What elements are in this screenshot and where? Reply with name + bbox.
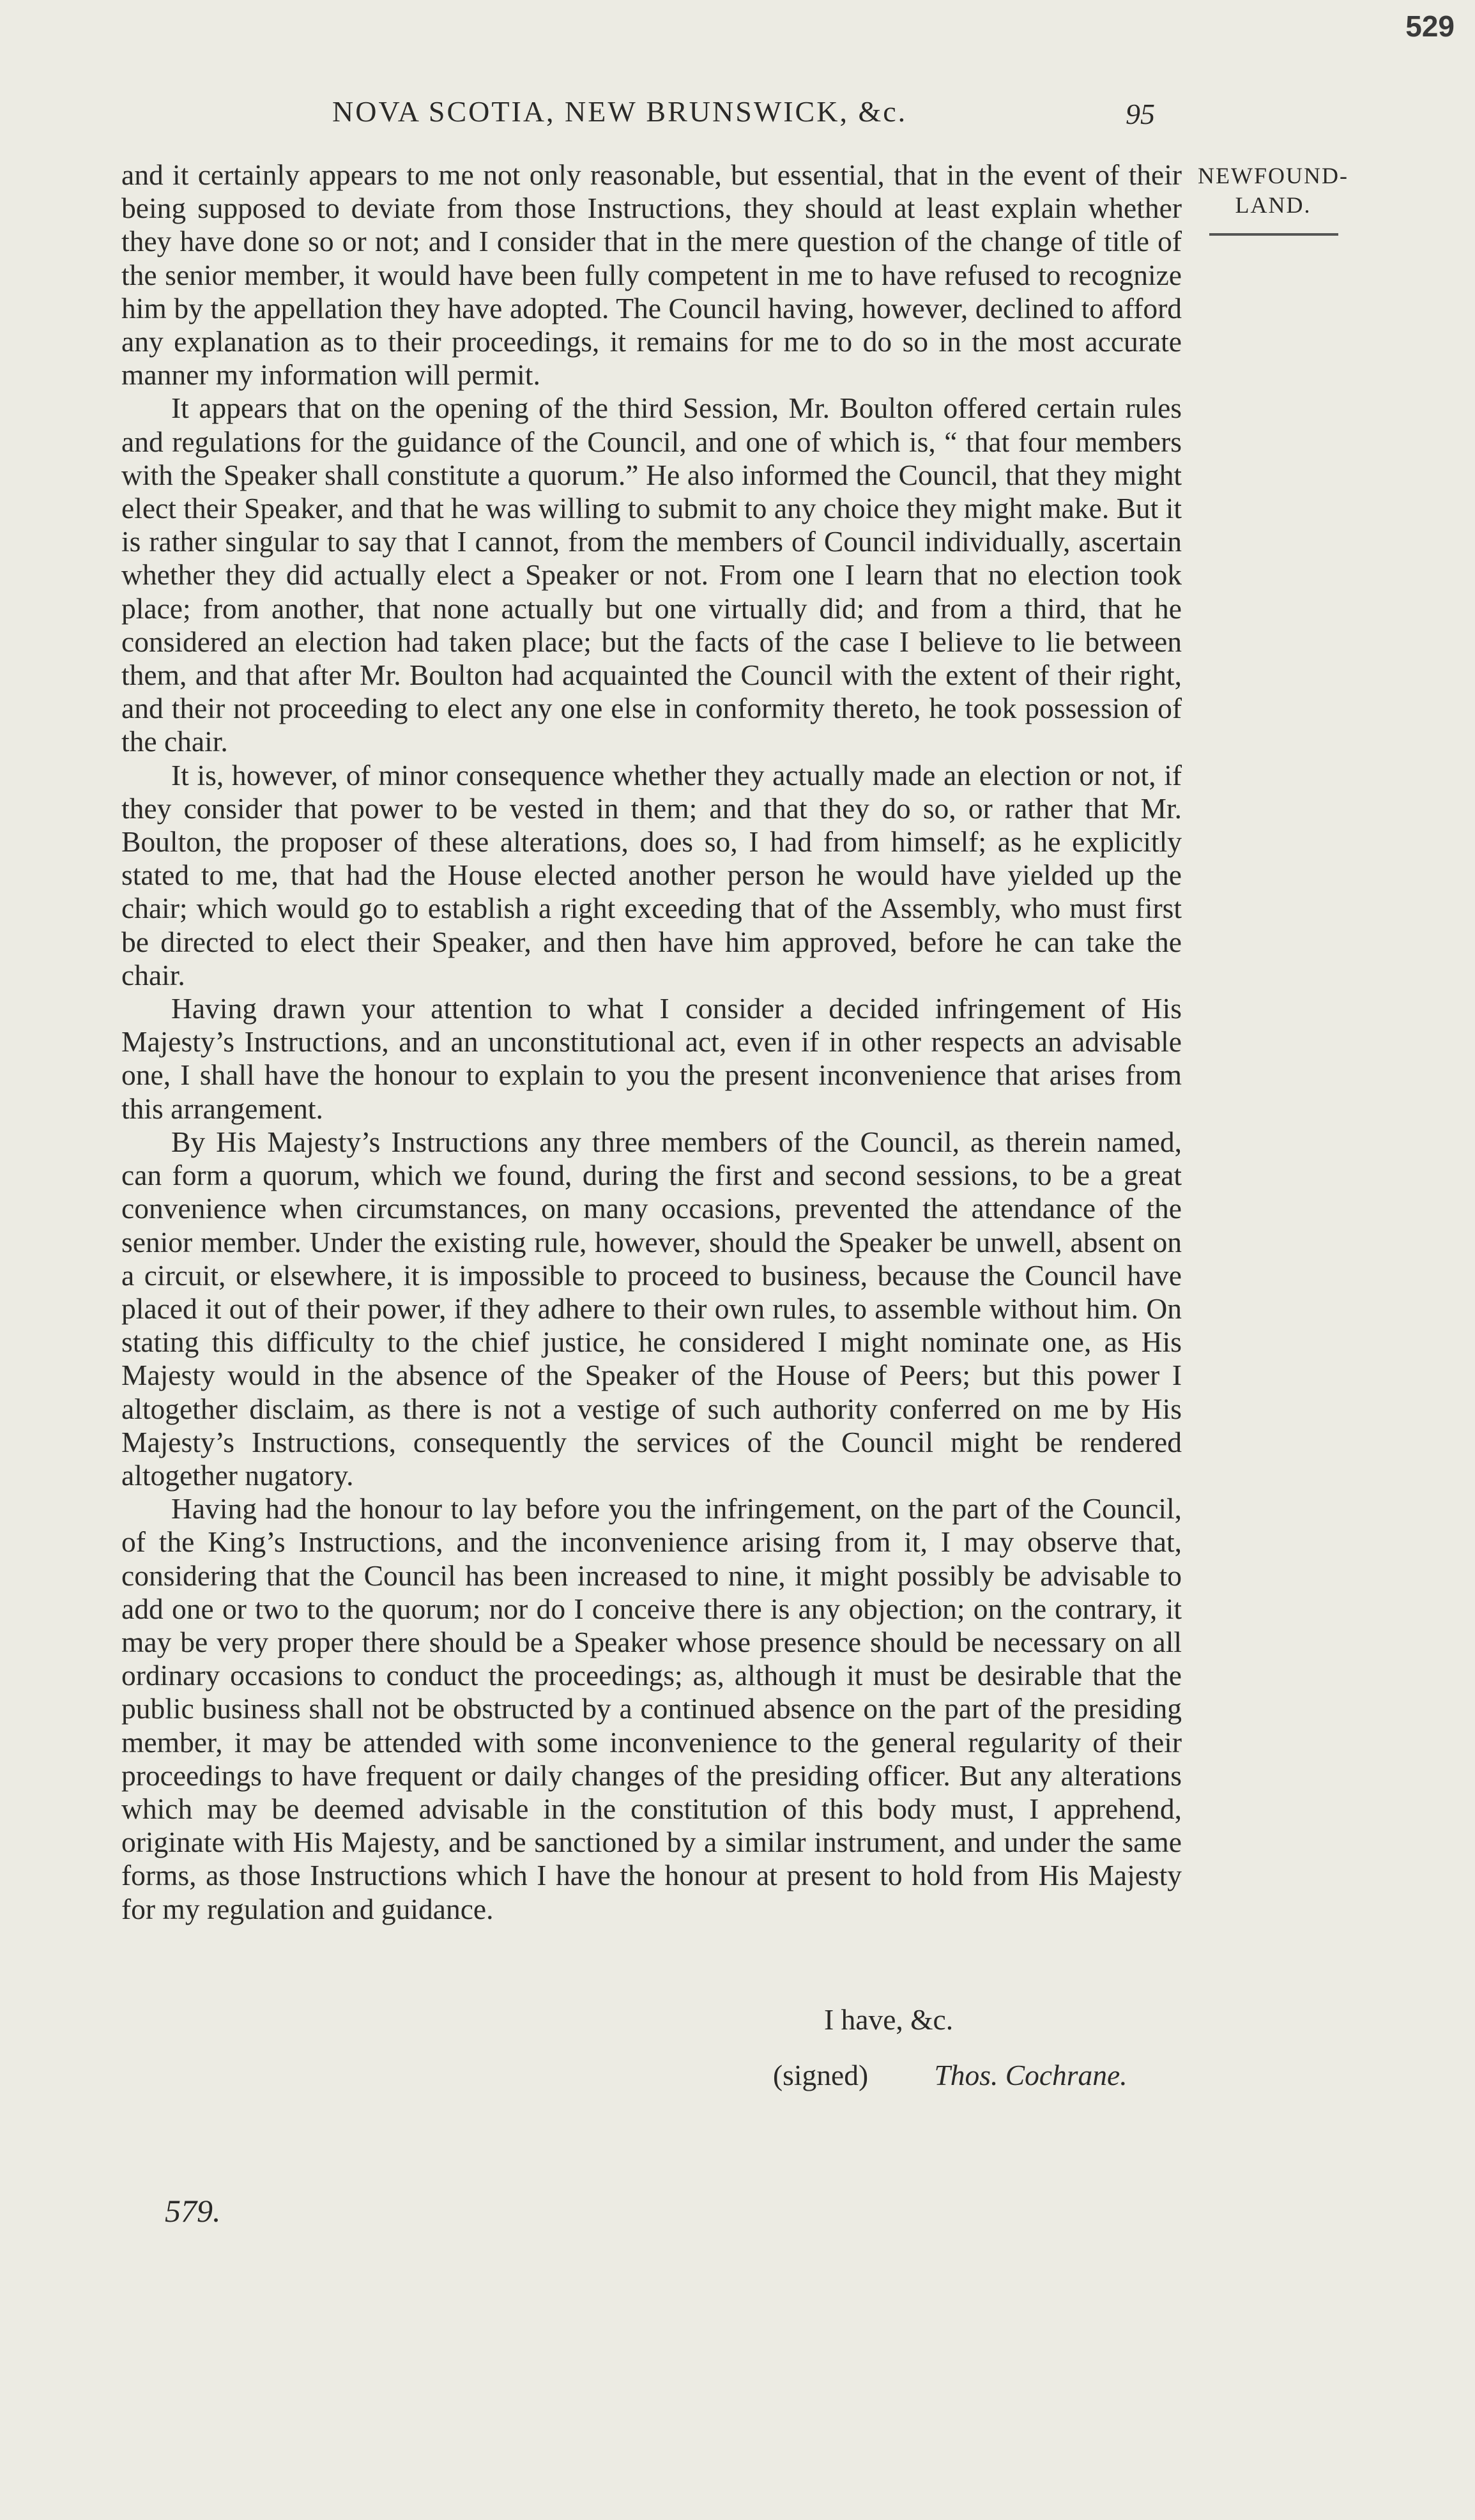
paragraph-3: It is, however, of minor consequence whether they actually made an election or not, if they consider that power to be vested in them; and that they do so, or rather that Mr. Boulton, the proposer of these alterations, does so, I had from himself; as he explicitly stated to me, that had the House elected another person he would have yielded up the chair; which would go to establish a right exceeding that of the Assembly, who must first be directed to elect their Speaker, and then have him approved, before he can take the chair. bbox=[121, 758, 1182, 991]
margin-note-line-1: NEWFOUND- bbox=[1198, 163, 1349, 188]
closing-line: I have, &c. bbox=[824, 2003, 954, 2036]
paragraph-5: By His Majesty’s Instructions any three members of the Council, as therein named, can form a quorum, which we found, during the first and second sessions, to be a great convenience when circumstances, on many occasions, prevented the attendance of the senior member. Under the existing rule, however, should the Speaker be unwell, absent on a circuit, or elsewhere, it is impossible to proceed to business, because the Council have placed it out of their power, if they adhere to their own rules, to assemble without him. On stating this difficulty to the chief justice, he considered I might nominate one, as His Majesty would in the absence of the Speaker of the House of Peers; but this power I altogether disclaim, as there is not a vestige of such authority conferred on me by His Majesty’s Instructions, consequently the services of the Council might be rendered altogether nugatory. bbox=[121, 1125, 1182, 1492]
page-number: 95 bbox=[1126, 98, 1155, 130]
signature-name: Thos. Cochrane. bbox=[934, 2059, 1127, 2091]
signature-block bbox=[773, 2058, 1127, 2092]
corner-page-number: 529 bbox=[1405, 10, 1455, 43]
running-header bbox=[121, 95, 1175, 139]
document-number: 579. bbox=[165, 2193, 221, 2229]
paragraph-4: Having drawn your attention to what I consider a decided infringement of His Majesty’s Instructions, and an unconstitutional act, even if in other respects an advisable one, I shall have the honour to explain to you the present inconvenience that arises from this arrangement. bbox=[121, 992, 1182, 1125]
margin-note-line-2: LAND. bbox=[1235, 192, 1311, 218]
letter-body bbox=[121, 158, 1182, 1926]
running-title: NOVA SCOTIA, NEW BRUNSWICK, &c. bbox=[332, 95, 908, 128]
paragraph-2: It appears that on the opening of the third Session, Mr. Boulton offered certain rules and regulations for the guidance of the Council, and one of which is, “ that four members with the Speaker shall constitute a quorum.” He also informed the Council, that they might elect their Speaker, and that he was willing to submit to any choice they might make. But it is rather singular to say that I cannot, from the members of Council individually, ascertain whether they did actually elect a Speaker or not. From one I learn that no election took place; from another, that none actually but one virtually did; and from a third, that he considered an election had taken place; but the facts of the case I believe to lie between them, and that after Mr. Boulton had acquainted the Council with the extent of their right, and their not proceeding to elect any one else in conformity thereto, he took possession of the chair. bbox=[121, 392, 1182, 758]
signature-prefix: (signed) bbox=[773, 2059, 869, 2091]
margin-note bbox=[1193, 161, 1353, 220]
margin-rule bbox=[1209, 233, 1338, 236]
paragraph-6: Having had the honour to lay before you the infringement, on the part of the Council, of the King’s Instructions, and the inconvenience arising from it, I may observe that, considering that the Council has been increased to nine, it might possibly be advisable to add one or two to the quorum; nor do I conceive there is any objection; on the contrary, it may be very proper there should be a Speaker whose presence should be necessary on all ordinary occasions to conduct the proceedings; as, although it must be desirable that the public business shall not be obstructed by a continued absence on the part of the presiding member, it may be attended with some inconvenience to the general regularity of their proceedings to have frequent or daily changes of the presiding officer. But any alterations which may be deemed advisable in the constitution of this body must, I apprehend, originate with His Majesty, and be sanctioned by a similar instrument, and under the same forms, as those Instructions which I have the honour at present to hold from His Majesty for my regulation and guidance. bbox=[121, 1492, 1182, 1925]
paragraph-1: and it certainly appears to me not only reasonable, but essential, that in the event of their being supposed to deviate from those Instructions, they should at least explain whether they have done so or not; and I consider that in the mere question of the change of title of the senior member, it would have been fully competent in me to have refused to recognize him by the appellation they have adopted. The Council having, however, declined to afford any explanation as to their proceedings, it remains for me to do so in the most accurate manner my information will permit. bbox=[121, 158, 1182, 392]
